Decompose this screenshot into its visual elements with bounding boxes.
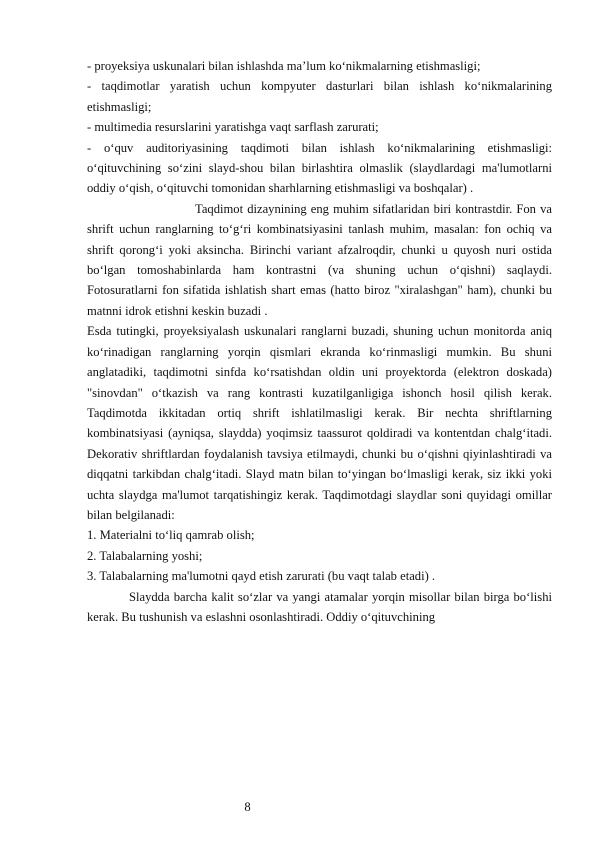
numbered-item-1: 1. Materialni to‘liq qamrab olish; xyxy=(87,528,255,543)
document-body xyxy=(87,56,552,627)
page-number xyxy=(0,800,595,815)
paragraph-contrast: Taqdimot dizaynining eng muhim sifatlaridan biri kontrastdir. Fon va shrift uchun ranglarning to‘g‘ri kombinatsiyasini tanlash muhim, masalan: fon ochiq va shrift qorong‘i yoki aksincha. Birinchi variant afzalroqdir, chunki u quyosh nuri ostida bo‘lgan tomoshabinlarda ham kontrastni (va shuning uchun o‘qishni) saqlaydi. Fotosuratlarni fon sifatida ishlatish shart emas (hatto biroz "xiralashgan" ham), chunki bu matnni idrok etishni keskin buzadi . xyxy=(87,201,552,318)
list-item-projection-skills: - proyeksiya uskunalari bilan ishlashda ma’lum ko‘nikmalarning etishmasligi; xyxy=(87,59,481,73)
page-number-text: 8 xyxy=(244,800,251,814)
numbered-item-3: 3. Talabalarning ma'lumotni qayd etish zarurati (bu vaqt talab etadi) . xyxy=(87,569,436,584)
paragraph-projection-colors: Esda tutingki, proyeksiyalash uskunalari ranglarni buzadi, shuning uchun monitorda aniq ko‘rinadigan ranglarning yorqin qismlari ekranda ko‘rinmasligi mumkin. Bu shuni anglatadiki, taqdimotni sinfda ko‘rsatishdan oldin uni proyektorda (elektron doskada) "sinovdan" o‘tkazish va rang kontrasti kuzatilganligiga ishonch hosil qilish kerak. Taqdimotda ikkitadan ortiq shrift ishlatilmasligi kerak. Bir nechta shriftlarning kombinatsiyasi (ayniqsa, slaydda) yoqimsiz taassurot qoldiradi va kontentdan chalg‘itadi. Dekorativ shriftlardan foydalanish tavsiya etilmaydi, chunki bu o‘qishni qiyinlashtiradi va diqqatni tarkibdan chalg‘itadi. Slayd matn bilan to‘yingan bo‘lmasligi kerak, siz ikki yoki uchta slaydga ma'lumot tarqatishingiz kerak. Taqdimotdagi slaydlar soni quyidagi omillar bilan belgilanadi: xyxy=(87,324,552,522)
list-item-software-skills: - taqdimotlar yaratish uchun kompyuter dasturlari bilan ishlash ko‘nikmalarining etishmasligi; xyxy=(87,79,552,114)
list-item-audience-skills: - o‘quv auditoriyasining taqdimoti bilan ishlash ko‘nikmalarining etishmasligi: o‘qituvchining so‘zini slayd-shou bilan birlashtira olmaslik (slaydlardagi ma'lumotlarni oddiy o‘qish, o‘qituvchi tomonidan sharhlarning etishmasligi va boshqalar) . xyxy=(87,140,552,196)
paragraph-keywords: Slaydda barcha kalit so‘zlar va yangi atamalar yorqin misollar bilan birga bo‘lishi kerak. Bu tushunish va eslashni osonlashtiradi. Oddiy o‘qituvchining xyxy=(87,589,552,624)
numbered-item-2: 2. Talabalarning yoshi; xyxy=(87,548,203,563)
list-item-multimedia-time: - multimedia resurslarini yaratishga vaqt sarflash zarurati; xyxy=(87,120,379,135)
